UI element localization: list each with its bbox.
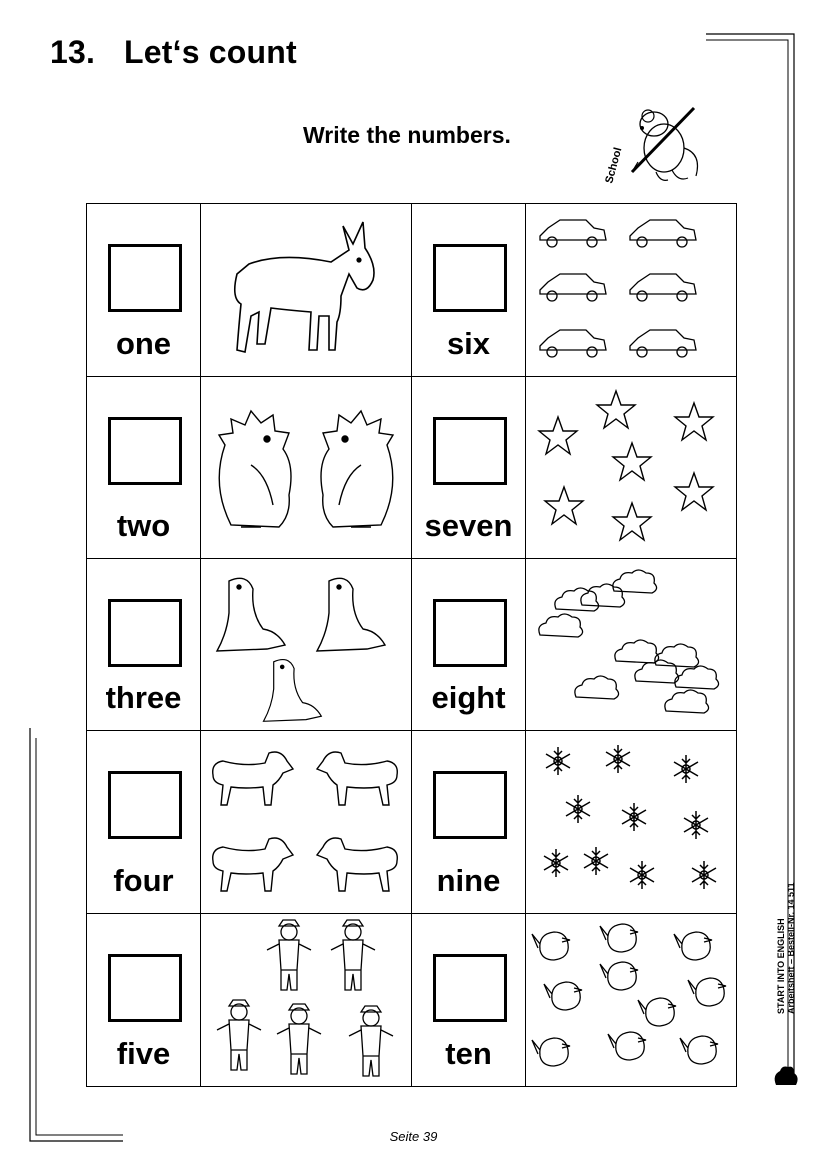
number-word: eight [431,680,506,715]
number-word: ten [445,1036,492,1071]
answer-box[interactable] [433,244,507,312]
word-cell [87,559,201,731]
table-row [87,914,737,1087]
number-word: six [446,326,491,361]
answer-box[interactable] [108,244,182,312]
dogs-icon [201,731,411,913]
answer-box[interactable] [108,599,182,667]
picture-cell [201,559,412,731]
word-cell [412,204,526,377]
order-info: Arbeitsheft – Bestell-Nr. 14 511 [786,882,796,1014]
exercise-number: 13. [50,34,96,70]
page-number: Seite 39 [389,1129,438,1144]
donkey-icon [201,204,411,376]
picture-cell [526,204,737,377]
word-cell [87,731,201,914]
stars-icon [526,377,736,558]
word-cell [87,914,201,1087]
number-word: four [113,863,174,898]
number-word: five [116,1036,171,1071]
seals-icon [201,559,411,730]
answer-box[interactable] [433,417,507,485]
clouds-icon [526,559,736,730]
hedgehogs-icon [201,377,411,558]
number-word: one [115,326,172,361]
word-cell [412,559,526,731]
answer-box[interactable] [108,954,182,1022]
table-row [87,377,737,559]
answer-box[interactable] [433,771,507,839]
mouse-with-pencil-icon [598,102,708,190]
picture-cell [201,377,412,559]
number-word: three [105,680,182,715]
answer-box[interactable] [108,417,182,485]
exercise-title: Let‘s count [124,34,297,70]
picture-cell [526,914,737,1087]
picture-cell [201,914,412,1087]
snowflakes-icon [526,731,736,913]
answer-box[interactable] [433,599,507,667]
answer-box[interactable] [433,954,507,1022]
table-row [87,731,737,914]
clowns-icon [201,914,411,1086]
number-word: nine [436,863,501,898]
word-cell [412,731,526,914]
number-word: seven [424,508,513,543]
series-title: START INTO ENGLISH [776,918,786,1014]
picture-cell [526,377,737,559]
publisher-logo-icon [772,1063,802,1089]
table-row [87,204,737,377]
sidebar-credits [776,882,796,1014]
answer-box[interactable] [108,771,182,839]
word-cell [87,204,201,377]
birds-icon [526,914,736,1086]
counting-table [86,203,737,1087]
number-word: two [116,508,171,543]
instruction-text: Write the numbers. [303,122,511,148]
table-row [87,559,737,731]
word-cell [87,377,201,559]
cars-icon [526,204,736,376]
word-cell [412,914,526,1087]
picture-cell [201,731,412,914]
word-cell [412,377,526,559]
picture-cell [201,204,412,377]
page-title [50,34,297,71]
picture-cell [526,731,737,914]
mascot-label: School [603,146,625,185]
picture-cell [526,559,737,731]
